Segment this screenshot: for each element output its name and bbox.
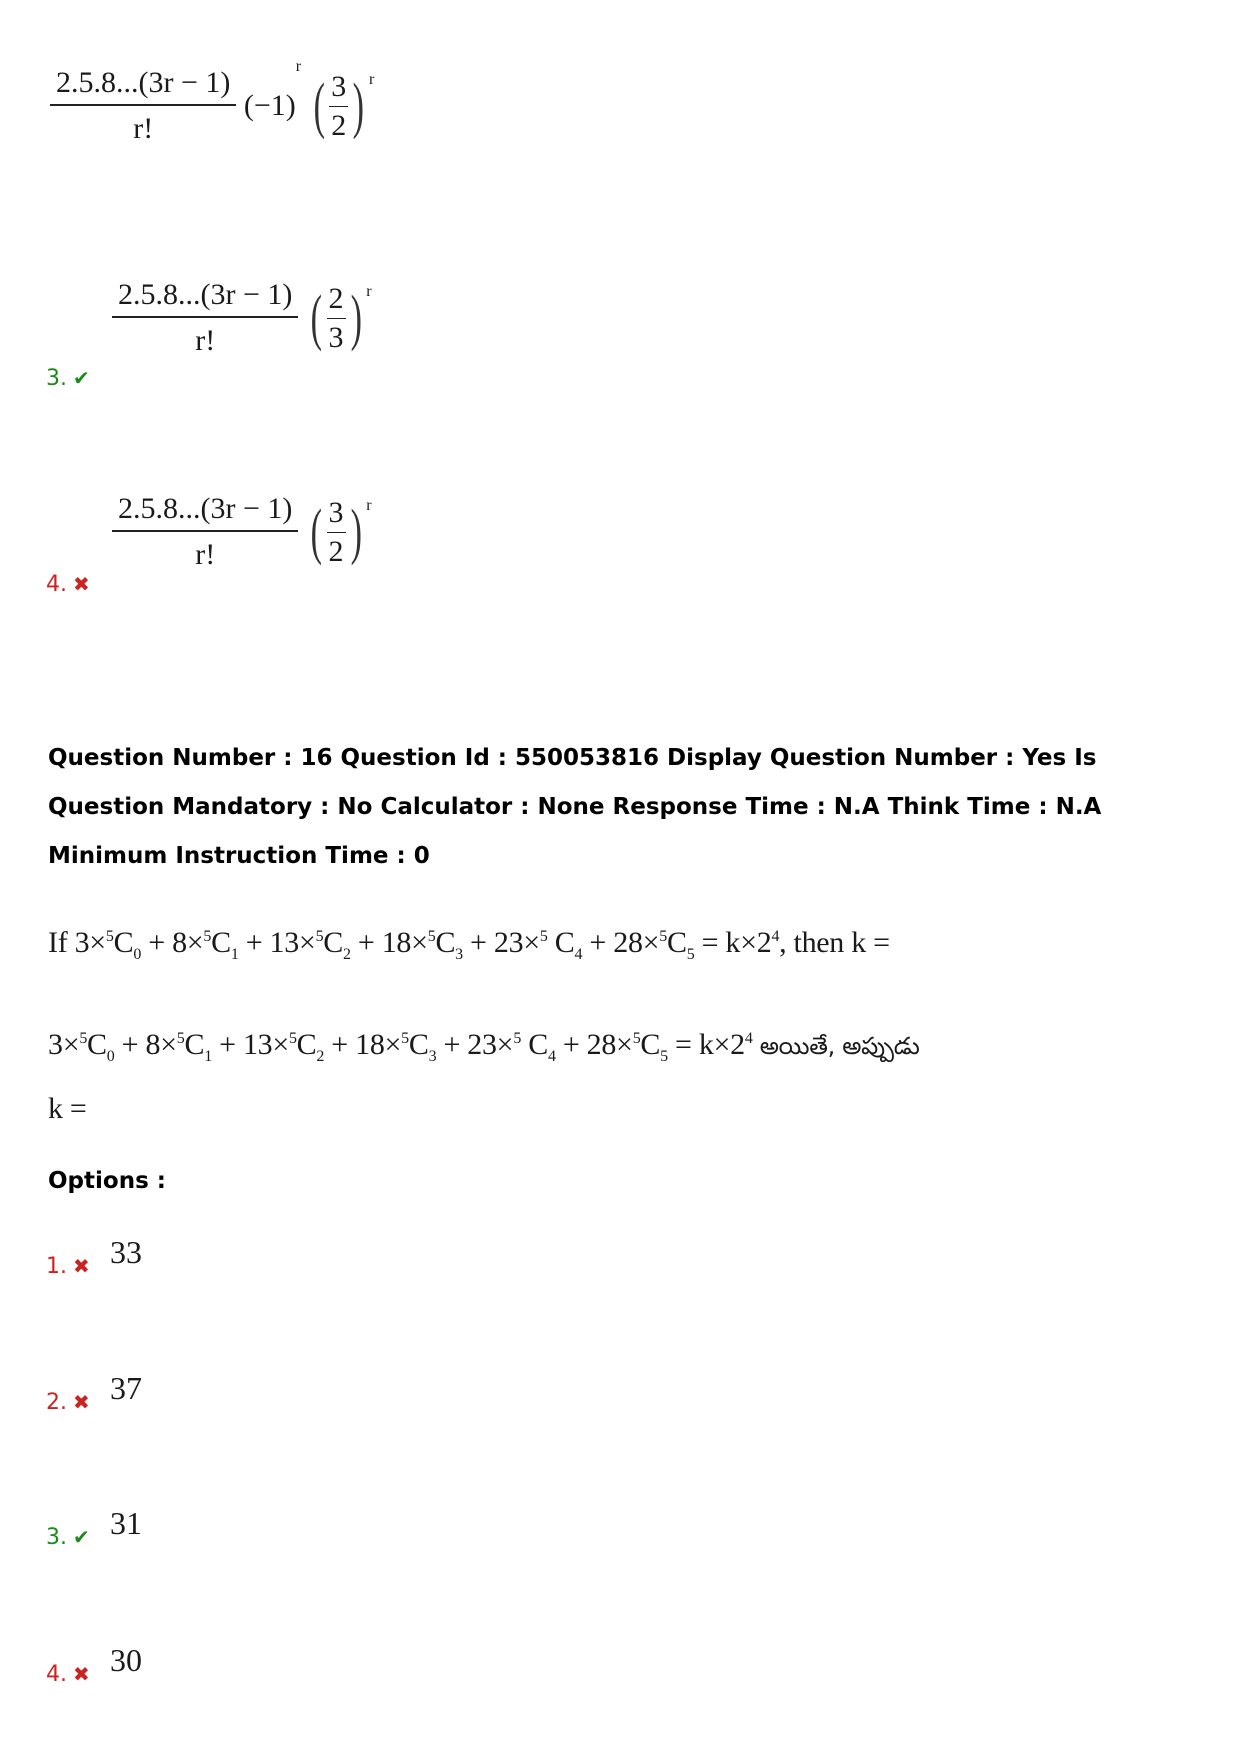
question-metadata: Question Number : 16 Question Id : 550053816 Display Question Number : Yes Is Question Mandatory : No Calculator : None Response Time : N.A Think Time : N.A Minimum Instruction Time : 0 [48, 745, 1102, 869]
prev-option-3-expression: $\frac{2.5.8...(3r - 1)}{r!}$ ( $\frac{2}{3}$ ) r [112, 278, 372, 358]
option-4-label: 4. ✖ [46, 1662, 90, 1687]
sign-factor: $(-1)^r$ [243, 58, 302, 122]
telugu-text: అయితే, అప్పుడు [759, 1032, 920, 1060]
cross-icon: ✖ [73, 572, 90, 596]
question-telugu-k: k = [48, 1092, 87, 1125]
prev-option-4-expression: $\frac{2.5.8...(3r - 1)}{r!}$ ( $\frac{3}{2}$ ) r [112, 492, 372, 572]
paren-fraction: ( $\frac{3}{2}$ ) r [313, 69, 375, 142]
option-3-label: 3. ✔ [46, 1525, 90, 1550]
option-2-value: 37 [110, 1370, 142, 1406]
options-label: Options : [48, 1168, 166, 1194]
option-2-label: 2. ✖ [46, 1390, 90, 1415]
question-english: If $3\times^5C_0 + 8\times^5C_1 + 13\times^5C_2 + 18\times^5C_3 + 23\times^5$ $C_4 + 28\times^5C_5 = k\times 2^4$, then k = [48, 926, 890, 963]
check-icon: ✔ [73, 1525, 90, 1549]
fraction: $\frac{2.5.8...(3r - 1)}{r!}$ [50, 66, 236, 146]
prev-option-4-label: 4. ✖ [46, 572, 90, 597]
option-1-value: 33 [110, 1234, 142, 1270]
prev-option-3-label: 3. ✔ [46, 366, 90, 391]
cross-icon: ✖ [73, 1662, 90, 1686]
option-4-value: 30 [110, 1642, 142, 1678]
prev-option-2-expression [50, 58, 375, 146]
cross-icon: ✖ [73, 1390, 90, 1414]
cross-icon: ✖ [73, 1254, 90, 1278]
question-telugu: $3\times^5C_0 + 8\times^5C_1 + 13\times^5C_2 + 18\times^5C_3 + 23\times^5$ $C_4 + 28\times^5C_5 = k\times 2^4$ అయితే, అప్పుడు [48, 1028, 920, 1065]
option-3-value: 31 [110, 1505, 142, 1541]
option-1-label: 1. ✖ [46, 1254, 90, 1279]
check-icon: ✔ [73, 366, 90, 390]
